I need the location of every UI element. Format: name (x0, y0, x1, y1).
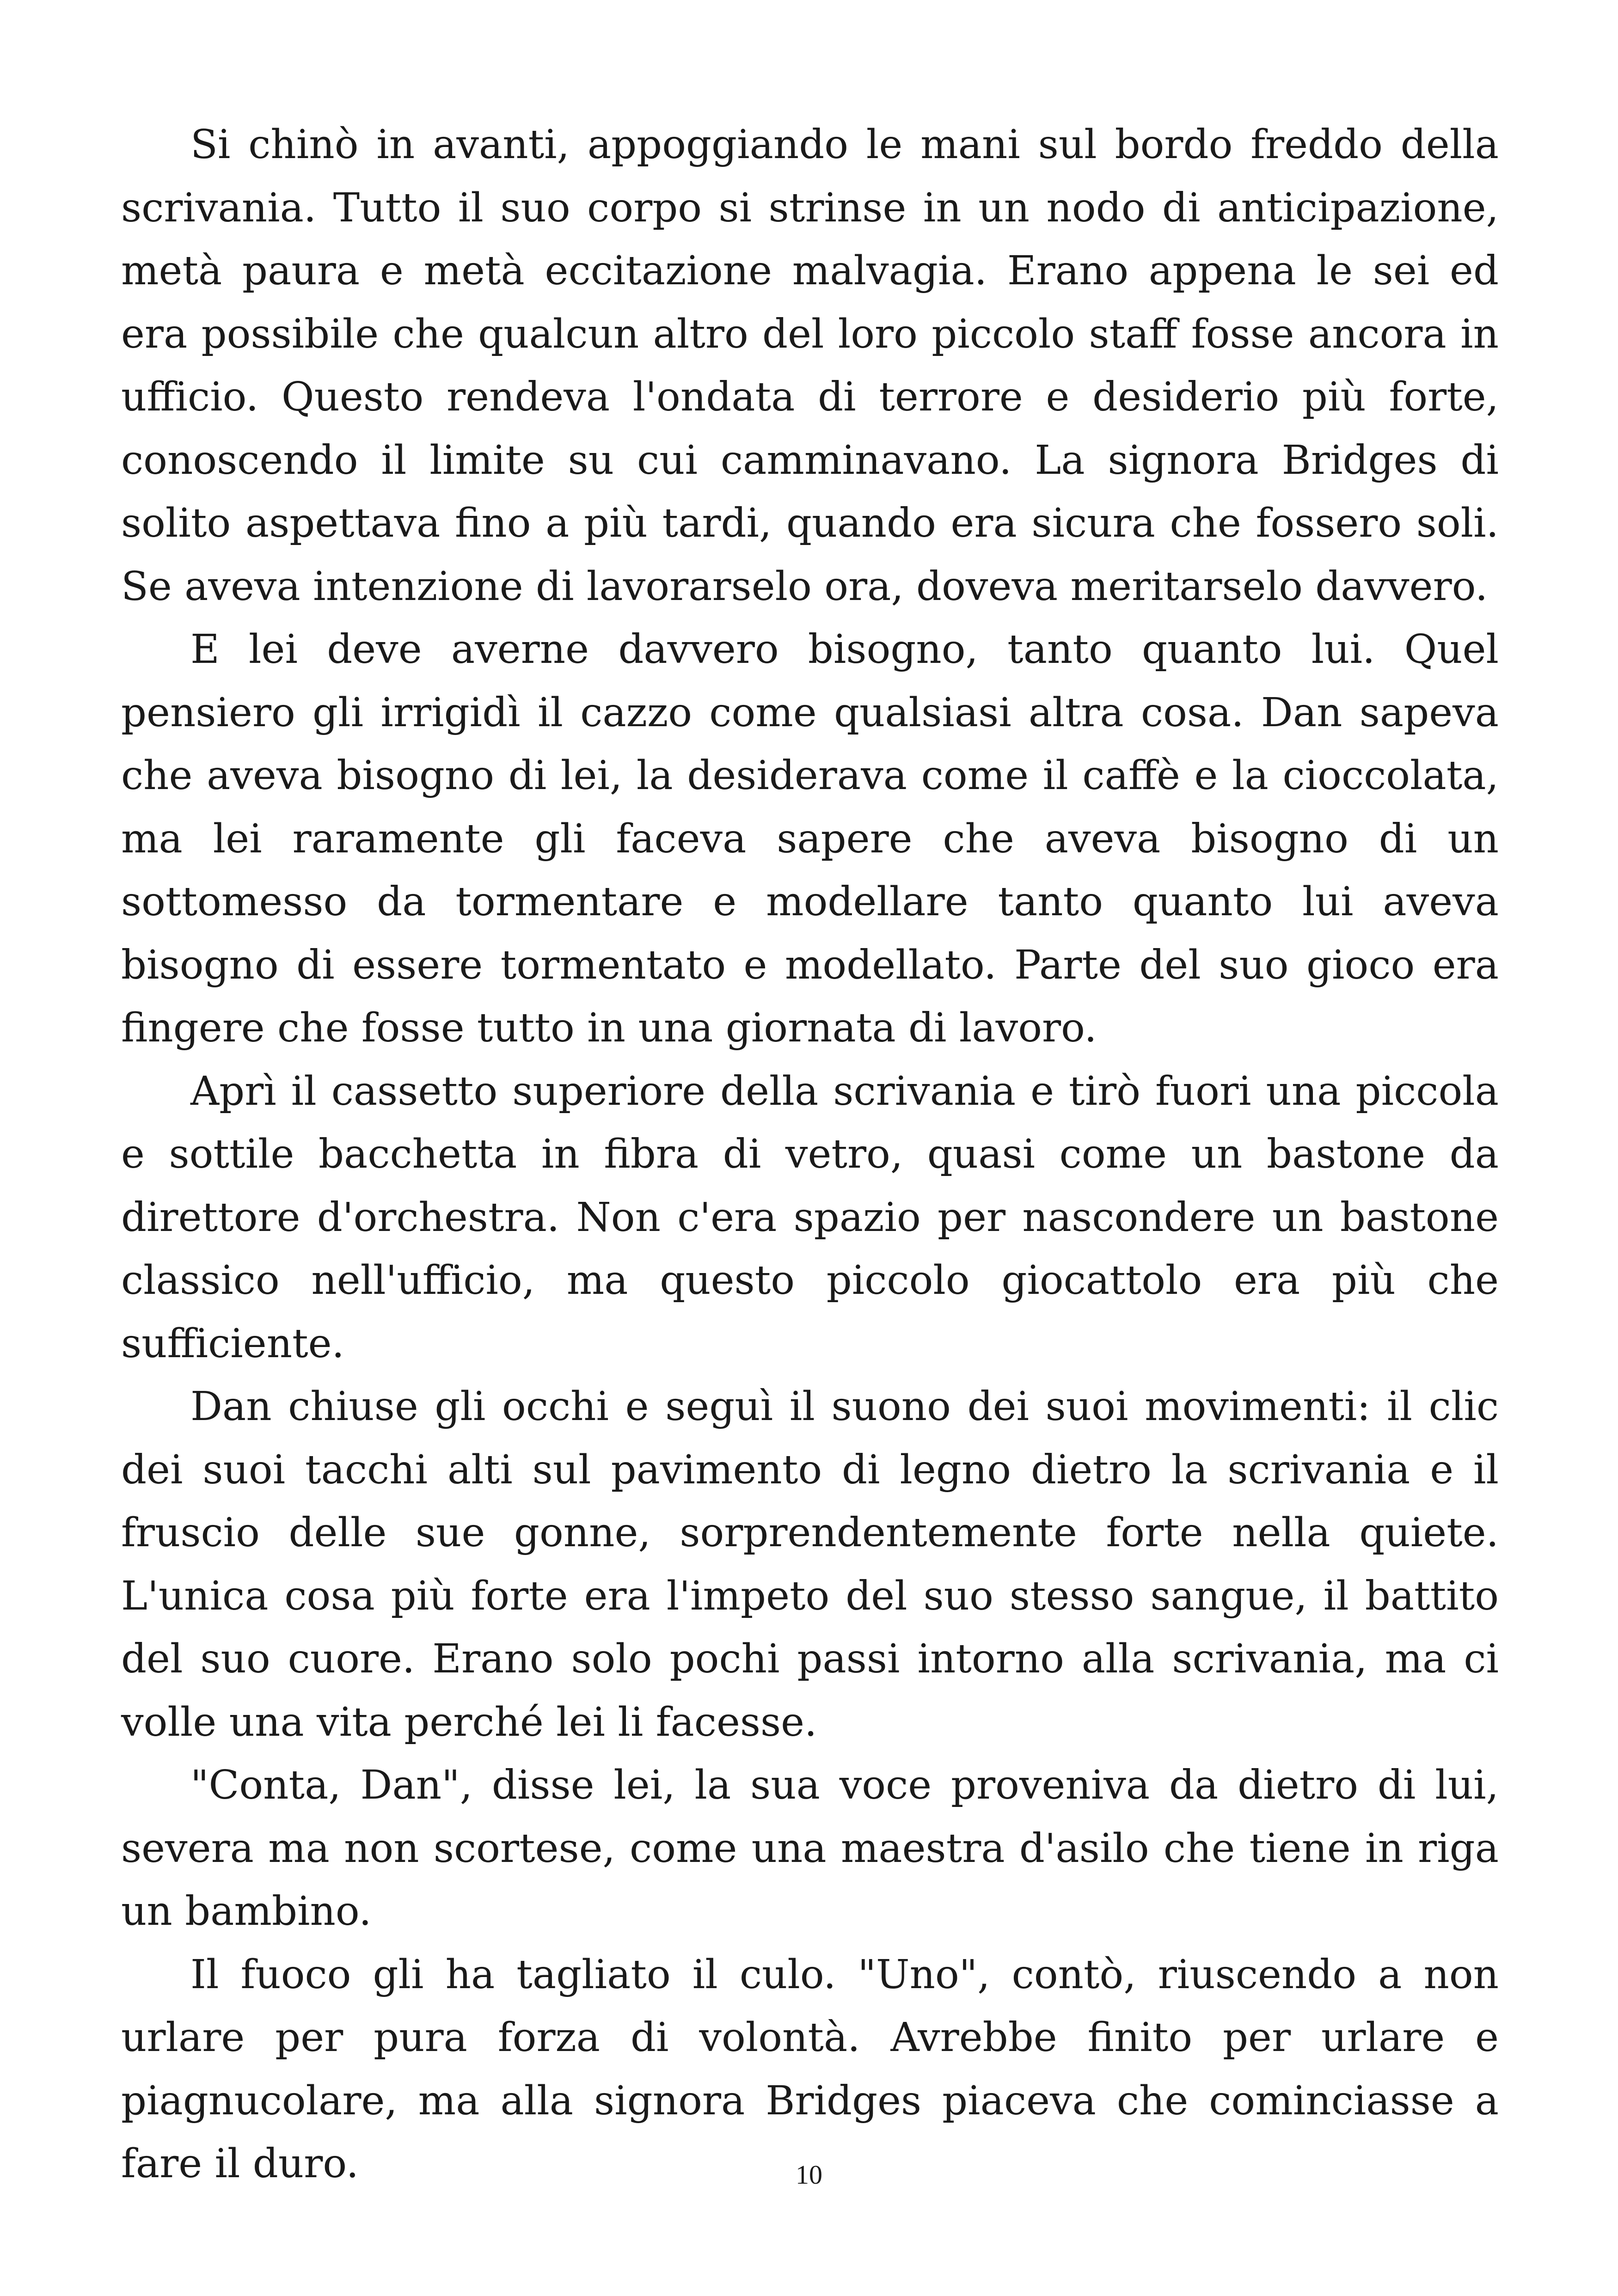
paragraph-2: E lei deve averne davvero bisogno, tanto quanto lui. Quel pensiero gli irrigidì il cazzo come qualsiasi altra cosa. Dan sapeva che aveva bisogno di lei, la desiderava come il caffè e la cioccolata, ma lei raramente gli faceva sapere che aveva bisogno di un sottomesso da tormentare e modellare tanto quanto lui aveva bisogno di essere tormentato e modellato. Parte del suo gioco era fingere che fosse tutto in una giornata di lavoro. (121, 626, 1499, 1051)
page-number: 10 (796, 2160, 822, 2190)
paragraph-5: "Conta, Dan", disse lei, la sua voce proveniva da dietro di lui, severa ma non scortese, come una maestra d'asilo che tiene in riga un bambino. (121, 1762, 1499, 1935)
paragraph-6: Il fuoco gli ha tagliato il culo. "Uno", contò, riuscendo a non urlare per pura forza di volontà. Avrebbe finito per urlare e piagnucolare, ma alla signora Bridges piaceva che cominciasse a fare il duro. (121, 1951, 1499, 2187)
paragraph-3: Aprì il cassetto superiore della scrivania e tirò fuori una piccola e sottile bacchetta in fibra di vetro, quasi come un bastone da direttore d'orchestra. Non c'era spazio per nascondere un bastone classico nell'ufficio, ma questo piccolo giocattolo era più che sufficiente. (121, 1068, 1499, 1367)
paragraph-1: Si chinò in avanti, appoggiando le mani sul bordo freddo della scrivania. Tutto il suo corpo si strinse in un nodo di anticipazione, metà paura e metà eccitazione malvagia. Erano appena le sei ed era possibile che qualcun altro del loro piccolo staff fosse ancora in ufficio. Questo rendeva l'ondata di terrore e desiderio più forte, conoscendo il limite su cui camminavano. La signora Bridges di solito aspettava fino a più tardi, quando era sicura che fossero soli. Se aveva intenzione di lavorarselo ora, doveva meritarselo davvero. (121, 122, 1499, 610)
body-text (121, 113, 1499, 2196)
paragraph-4: Dan chiuse gli occhi e seguì il suono dei suoi movimenti: il clic dei suoi tacchi alti sul pavimento di legno dietro la scrivania e il fruscio delle sue gonne, sorprendentemente forte nella quiete. L'unica cosa più forte era l'impeto del suo stesso sangue, il battito del suo cuore. Erano solo pochi passi intorno alla scrivania, ma ci volle una vita perché lei li facesse. (121, 1384, 1499, 1745)
